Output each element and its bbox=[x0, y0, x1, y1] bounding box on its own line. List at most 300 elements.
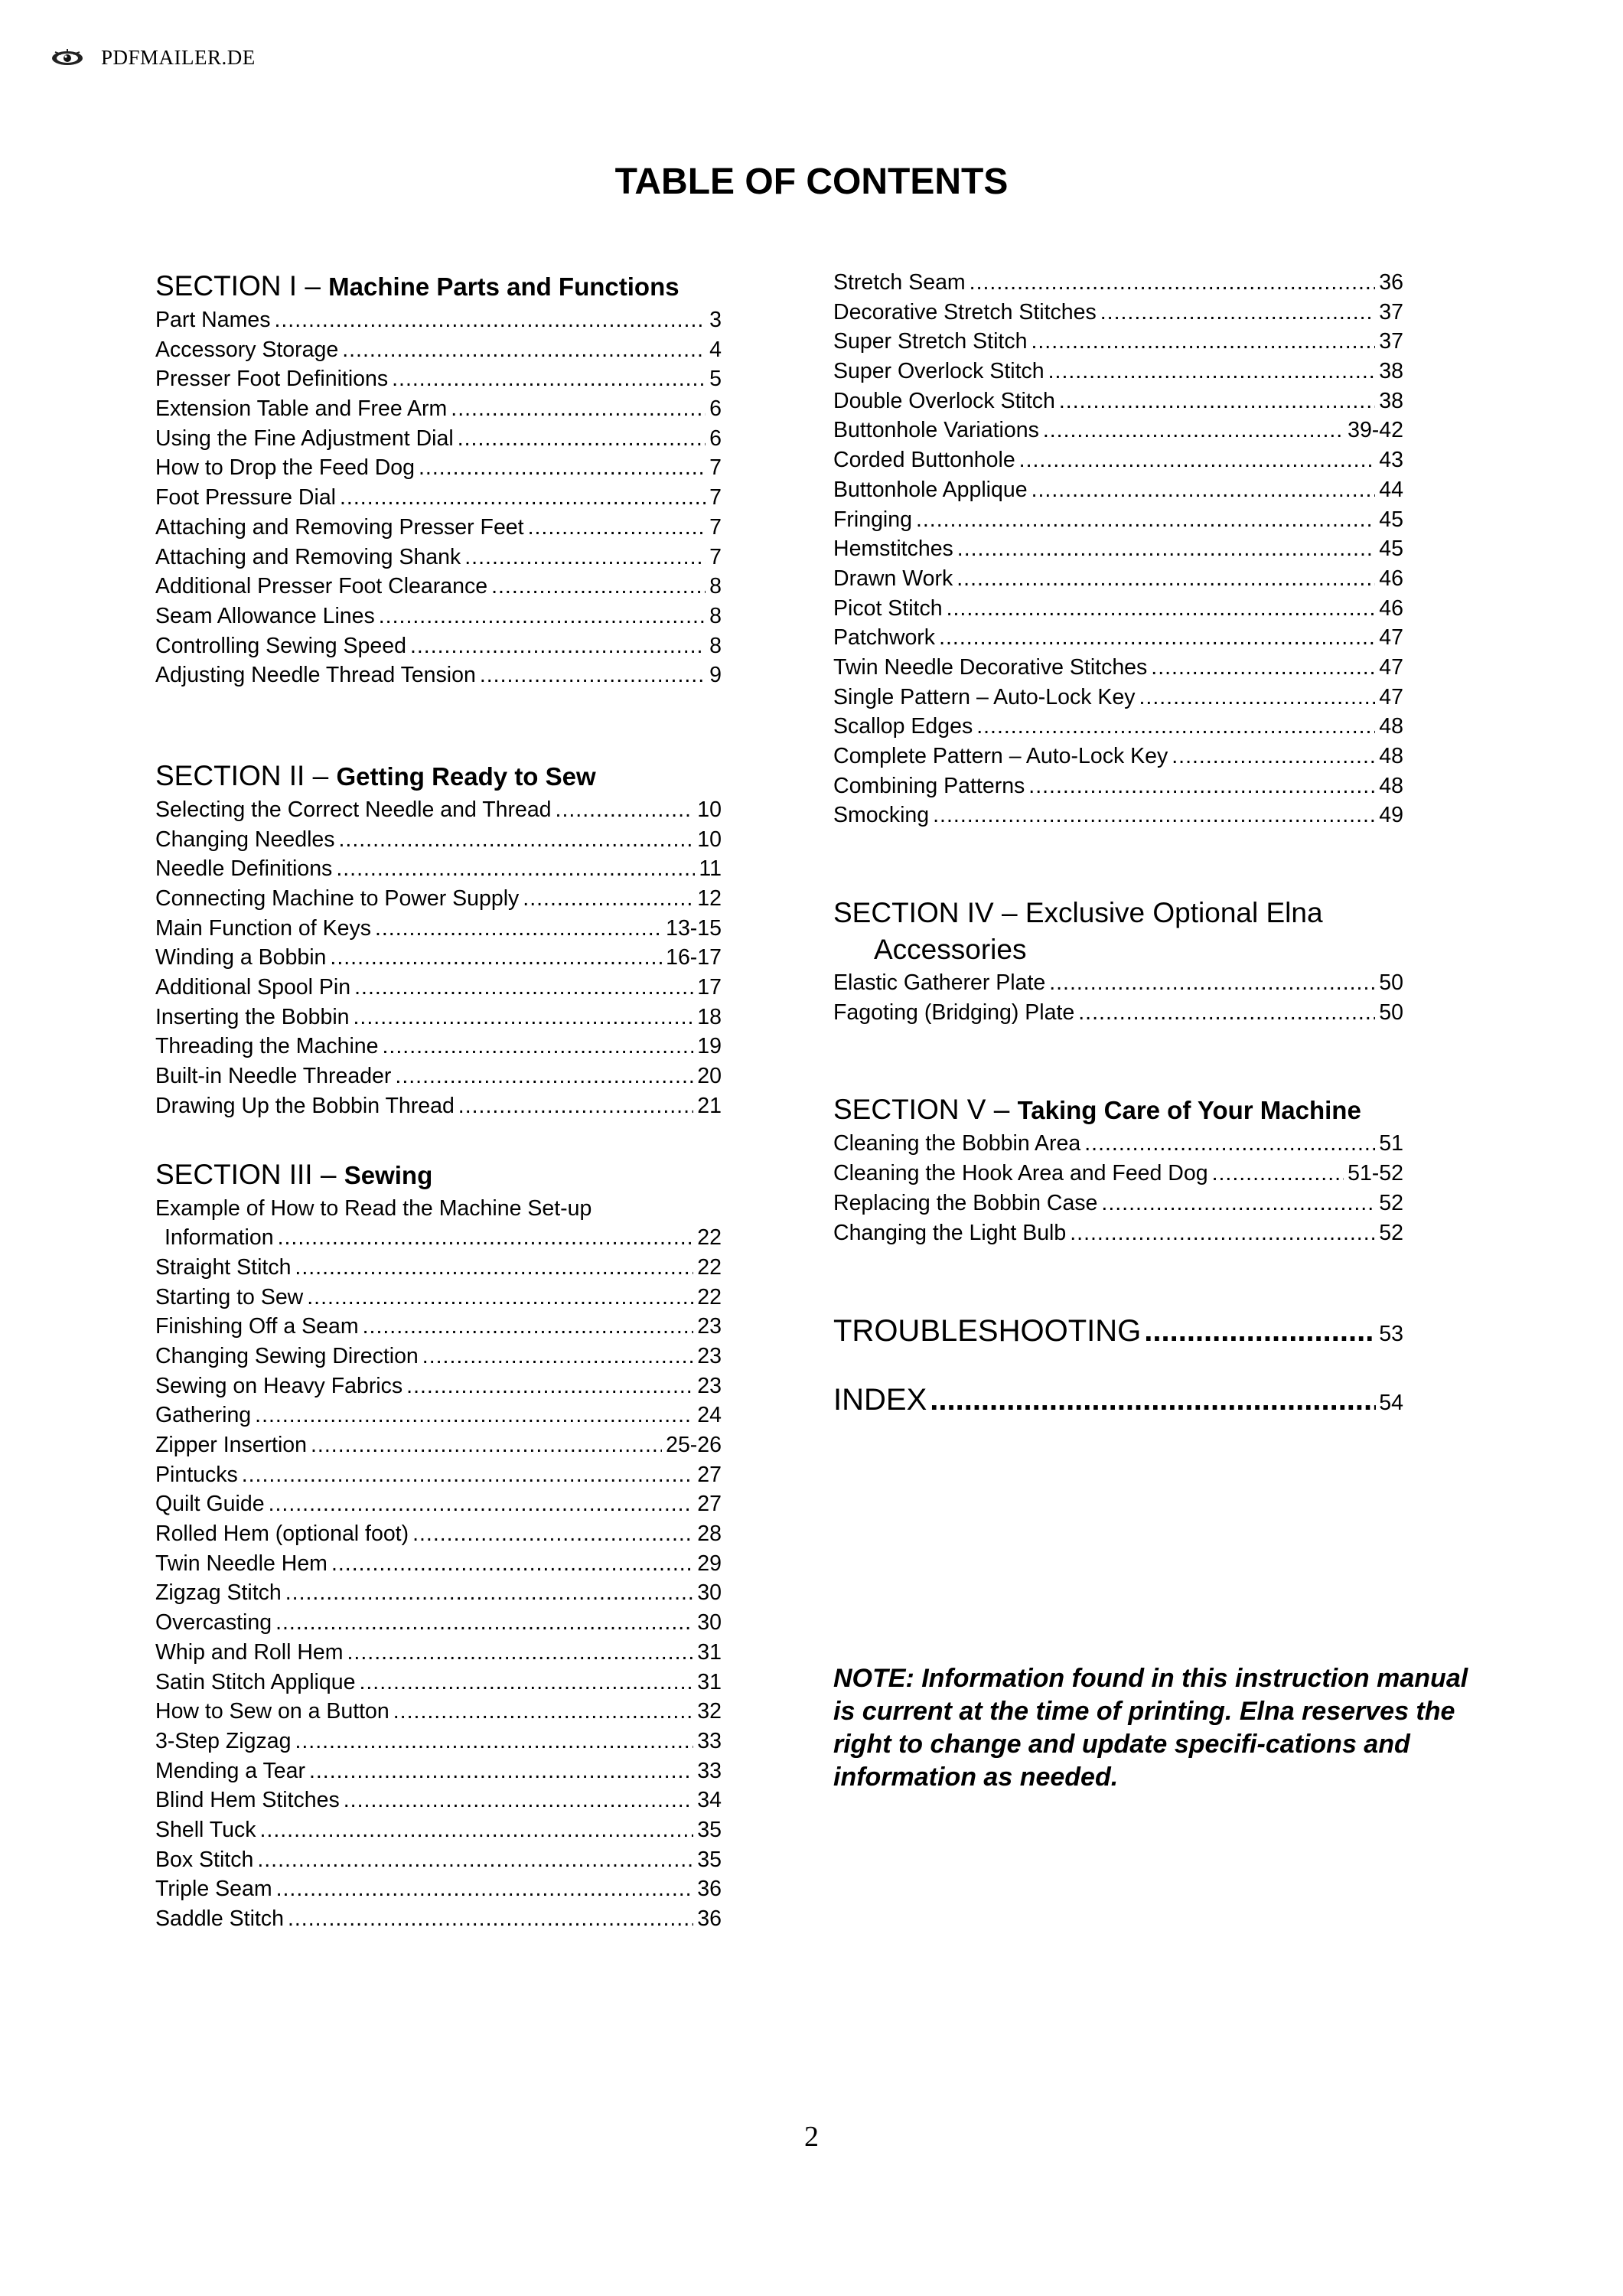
toc-entry[interactable] bbox=[155, 1489, 722, 1519]
toc-entry-page: 36 bbox=[1379, 270, 1403, 295]
toc-entry[interactable] bbox=[833, 268, 1403, 298]
toc-entry[interactable] bbox=[155, 1874, 722, 1904]
toc-entry[interactable] bbox=[155, 483, 722, 513]
toc-entry-page: 34 bbox=[697, 1788, 722, 1813]
section-3-continued-entries bbox=[833, 268, 1403, 830]
toc-entry[interactable] bbox=[833, 771, 1403, 801]
toc-leader-dots bbox=[375, 914, 662, 944]
toc-entry-page: 29 bbox=[697, 1551, 722, 1576]
toc-leader-dots bbox=[339, 825, 694, 855]
toc-entry-page: 36 bbox=[697, 1877, 722, 1902]
eye-logo-icon bbox=[51, 48, 84, 68]
toc-entry-page: 22 bbox=[697, 1254, 722, 1280]
toc-leader-dots bbox=[285, 1578, 694, 1608]
toc-entry-page: 8 bbox=[709, 633, 722, 658]
toc-entry[interactable] bbox=[833, 505, 1403, 535]
toc-entry-label: Winding a Bobbin bbox=[155, 945, 327, 970]
toc-entry-label: Single Pattern – Auto-Lock Key bbox=[833, 684, 1136, 709]
section-4-heading: SECTION IV – Exclusive Optional Elna bbox=[833, 897, 1323, 929]
toc-entry[interactable] bbox=[833, 1159, 1403, 1189]
toc-leader-dots bbox=[458, 1091, 694, 1121]
toc-entry[interactable] bbox=[155, 1062, 722, 1091]
toc-entry-page: 8 bbox=[709, 574, 722, 599]
toc-leader-dots bbox=[363, 1312, 694, 1342]
toc-entry[interactable] bbox=[155, 424, 722, 454]
toc-entry-page: 23 bbox=[697, 1373, 722, 1398]
toc-entry-page: 10 bbox=[697, 797, 722, 822]
toc-entry[interactable] bbox=[155, 394, 722, 424]
toc-entry-page: 50 bbox=[1379, 970, 1403, 996]
toc-entry-label: Stretch Seam bbox=[833, 270, 966, 295]
toc-entry-page: 37 bbox=[1379, 329, 1403, 354]
toc-entry-example-line1[interactable]: Example of How to Read the Machine Set-up bbox=[155, 1195, 592, 1221]
toc-entry-page: 25-26 bbox=[666, 1433, 722, 1457]
toc-entry-page: 20 bbox=[697, 1064, 722, 1089]
toc-entry[interactable] bbox=[155, 1519, 722, 1549]
toc-right-column bbox=[833, 268, 1403, 1424]
toc-entry-label: Satin Stitch Applique bbox=[155, 1669, 356, 1694]
toc-entry[interactable] bbox=[155, 1371, 722, 1401]
toc-entry-page: 27 bbox=[697, 1462, 722, 1487]
toc-entry[interactable] bbox=[833, 653, 1403, 683]
toc-leader-dots bbox=[406, 1371, 693, 1401]
toc-leader-dots bbox=[274, 305, 706, 335]
toc-entry-label: Super Overlock Stitch bbox=[833, 359, 1045, 384]
toc-entry-page: 16-17 bbox=[666, 945, 722, 970]
toc-leader-dots bbox=[410, 631, 706, 661]
toc-entry-page: 31 bbox=[697, 1669, 722, 1694]
toc-leader-dots bbox=[451, 394, 706, 424]
section-4 bbox=[833, 895, 1403, 1027]
toc-entry-page: 36 bbox=[697, 1906, 722, 1931]
toc-entry-label: Threading the Machine bbox=[155, 1034, 379, 1059]
section-3-entries bbox=[155, 1253, 722, 1934]
toc-entry-page: 11 bbox=[699, 856, 722, 882]
toc-entry[interactable] bbox=[155, 1430, 722, 1460]
toc-entry-label: Blind Hem Stitches bbox=[155, 1788, 340, 1813]
toc-entry-label: Attaching and Removing Presser Feet bbox=[155, 514, 524, 540]
toc-entry-page: 17 bbox=[697, 975, 722, 1000]
toc-entry[interactable] bbox=[155, 1342, 722, 1371]
toc-entry-label: Pintucks bbox=[155, 1462, 238, 1487]
toc-leader-dots bbox=[970, 268, 1376, 298]
toc-entry[interactable] bbox=[155, 305, 722, 335]
toc-leader-dots bbox=[336, 854, 695, 884]
toc-entry-page: 9 bbox=[709, 663, 722, 688]
toc-entry-label: Drawing Up the Bobbin Thread bbox=[155, 1093, 455, 1118]
toc-entry-label: Box Stitch bbox=[155, 1847, 254, 1872]
toc-entry[interactable] bbox=[155, 825, 722, 855]
toc-entry[interactable] bbox=[833, 357, 1403, 386]
toc-entry-label: Zigzag Stitch bbox=[155, 1580, 282, 1606]
toc-entry-label: Whip and Roll Hem bbox=[155, 1639, 344, 1665]
toc-leader-dots bbox=[309, 1756, 693, 1786]
toc-entry-label: Shell Tuck bbox=[155, 1817, 256, 1842]
toc-entry-label: Needle Definitions bbox=[155, 856, 333, 882]
section-2-entries bbox=[155, 795, 722, 1121]
toc-entry[interactable] bbox=[155, 335, 722, 365]
toc-leader-dots bbox=[556, 795, 694, 825]
toc-entry-page: 8 bbox=[709, 603, 722, 628]
toc-entry-label: Replacing the Bobbin Case bbox=[833, 1190, 1098, 1215]
toc-entry-label: Using the Fine Adjustment Dial bbox=[155, 426, 454, 451]
toc-entry-page: 51 bbox=[1379, 1131, 1403, 1156]
toc-leader-dots bbox=[939, 623, 1375, 653]
toc-entry-page: 47 bbox=[1379, 654, 1403, 680]
toc-leader-dots bbox=[458, 424, 706, 454]
toc-entry-label: Part Names bbox=[155, 308, 271, 332]
toc-entry[interactable] bbox=[833, 298, 1403, 328]
toc-entry-page: 31 bbox=[697, 1639, 722, 1665]
toc-entry-page: 52 bbox=[1379, 1190, 1403, 1215]
toc-entry-page: 6 bbox=[709, 396, 722, 422]
toc-entry-page: 48 bbox=[1379, 744, 1403, 768]
toc-entry-label: Buttonhole Applique bbox=[833, 477, 1028, 502]
toc-leader-dots bbox=[976, 712, 1375, 742]
toc-entry[interactable] bbox=[833, 445, 1403, 475]
toc-entry[interactable] bbox=[833, 386, 1403, 416]
toc-entry[interactable] bbox=[833, 564, 1403, 594]
toc-entry[interactable] bbox=[155, 1401, 722, 1430]
toc-entry-page: 44 bbox=[1379, 477, 1403, 502]
section-5 bbox=[833, 1091, 1403, 1247]
toc-entry-page: 52 bbox=[1379, 1220, 1403, 1245]
toc-leader-dots bbox=[393, 1697, 694, 1727]
toc-leader-dots bbox=[1101, 1189, 1375, 1218]
toc-leader-dots bbox=[412, 1519, 693, 1549]
section-5-heading: SECTION V – Taking Care of Your Machine bbox=[833, 1094, 1361, 1126]
toc-leader-dots bbox=[331, 1549, 693, 1579]
toc-entry-label: Overcasting bbox=[155, 1610, 272, 1636]
toc-entry-label: Hemstitches bbox=[833, 536, 953, 562]
toc-entry-label: Triple Seam bbox=[155, 1877, 272, 1902]
toc-entry-label: Decorative Stretch Stitches bbox=[833, 299, 1097, 325]
toc-entry-label: Changing the Light Bulb bbox=[833, 1220, 1067, 1245]
toc-entry[interactable] bbox=[833, 712, 1403, 742]
toc-entry-page: 4 bbox=[709, 337, 722, 362]
toc-leader-dots bbox=[354, 1003, 694, 1032]
toc-entry-page: 6 bbox=[709, 426, 722, 451]
section-1 bbox=[155, 268, 722, 690]
toc-leader-dots bbox=[344, 1786, 694, 1815]
toc-entry[interactable] bbox=[155, 364, 722, 394]
toc-entry-label: Changing Needles bbox=[155, 827, 335, 852]
toc-entry-page: 28 bbox=[697, 1521, 722, 1547]
toc-leader-dots bbox=[342, 335, 706, 365]
toc-leader-dots bbox=[419, 453, 706, 483]
toc-entry-label: Controlling Sewing Speed bbox=[155, 633, 406, 658]
toc-entry[interactable] bbox=[155, 1815, 722, 1845]
toc-leader-dots bbox=[1084, 1129, 1375, 1159]
toc-entry[interactable] bbox=[155, 1727, 722, 1756]
toc-entry-page: 3 bbox=[709, 308, 722, 332]
toc-entry[interactable] bbox=[155, 513, 722, 543]
toc-entry-page: 33 bbox=[697, 1758, 722, 1783]
toc-leader-dots bbox=[1048, 357, 1376, 386]
toc-entry[interactable] bbox=[155, 854, 722, 884]
toc-entry[interactable] bbox=[155, 884, 722, 914]
toc-entry[interactable] bbox=[155, 602, 722, 631]
toc-entry-page: 23 bbox=[697, 1314, 722, 1339]
toc-entry-label: Foot Pressure Dial bbox=[155, 485, 337, 510]
toc-leader-dots bbox=[491, 572, 706, 602]
toc-entry-label: Straight Stitch bbox=[155, 1254, 292, 1280]
section-1-heading: SECTION I – Machine Parts and Functions bbox=[155, 270, 680, 302]
toc-entry-page: 38 bbox=[1379, 388, 1403, 413]
toc-entry-page: 45 bbox=[1379, 536, 1403, 562]
toc-leader-dots bbox=[1172, 742, 1375, 771]
toc-entry[interactable] bbox=[155, 1668, 722, 1698]
toc-leader-dots bbox=[379, 602, 706, 631]
toc-leader-dots bbox=[528, 513, 706, 543]
toc-leader-dots bbox=[1019, 445, 1376, 475]
toc-entry[interactable] bbox=[155, 943, 722, 973]
toc-entry[interactable] bbox=[833, 1129, 1403, 1159]
toc-leader-dots bbox=[307, 1283, 693, 1313]
toc-entry-label: Additional Spool Pin bbox=[155, 975, 351, 1000]
toc-leader-dots bbox=[295, 1253, 693, 1283]
toc-entry-page: 7 bbox=[709, 485, 722, 510]
toc-entry[interactable] bbox=[155, 914, 722, 944]
toc-entry-label: Sewing on Heavy Fabrics bbox=[155, 1373, 403, 1398]
toc-entry-label: Connecting Machine to Power Supply bbox=[155, 886, 520, 911]
toc-entry-label: Corded Buttonhole bbox=[833, 448, 1015, 473]
toc-entry[interactable] bbox=[833, 801, 1403, 830]
toc-entry[interactable] bbox=[155, 1253, 722, 1283]
toc-entry[interactable] bbox=[833, 534, 1403, 564]
toc-entry-label: Selecting the Correct Needle and Thread bbox=[155, 797, 552, 822]
toc-leader-dots bbox=[288, 1904, 693, 1934]
section-3-heading: SECTION III – Sewing bbox=[155, 1158, 433, 1190]
toc-entry-page: 30 bbox=[697, 1610, 722, 1636]
toc-entry-label: Complete Pattern – Auto-Lock Key bbox=[833, 744, 1168, 768]
toc-entry[interactable] bbox=[833, 623, 1403, 653]
toc-entry-label: Smocking bbox=[833, 803, 930, 828]
toc-entry-label: Super Stretch Stitch bbox=[833, 329, 1028, 354]
toc-entry-page: 30 bbox=[697, 1580, 722, 1606]
toc-entry-troubleshooting[interactable]: TROUBLESHOOTING ..... 53 bbox=[833, 1307, 1403, 1355]
toc-leader-dots bbox=[464, 543, 706, 572]
toc-entry[interactable] bbox=[833, 1189, 1403, 1218]
toc-entry-label: Combining Patterns bbox=[833, 773, 1025, 798]
header-site-name: PDFMAILER.DE bbox=[101, 46, 256, 69]
toc-leader-dots bbox=[255, 1401, 693, 1430]
toc-entry[interactable] bbox=[155, 1283, 722, 1313]
toc-entry-page: 13-15 bbox=[666, 915, 722, 941]
toc-entry-page: 7 bbox=[709, 514, 722, 540]
toc-leader-dots bbox=[276, 1874, 694, 1904]
toc-entry-page: 7 bbox=[709, 544, 722, 569]
section-5-entries bbox=[833, 1129, 1403, 1247]
section-4-heading-line2: Accessories bbox=[874, 934, 1027, 966]
toc-leader-dots bbox=[295, 1727, 693, 1756]
toc-leader-dots bbox=[523, 884, 693, 914]
toc-entry[interactable] bbox=[155, 1786, 722, 1815]
toc-entry-page: 23 bbox=[697, 1343, 722, 1368]
toc-entry[interactable] bbox=[833, 416, 1403, 445]
toc-entry[interactable] bbox=[155, 1638, 722, 1668]
toc-entry-label: Rolled Hem (optional foot) bbox=[155, 1521, 409, 1547]
toc-entry[interactable] bbox=[155, 1032, 722, 1062]
toc-leader-dots bbox=[347, 1638, 694, 1668]
toc-entry-page: 50 bbox=[1379, 1000, 1403, 1025]
toc-leader-dots bbox=[395, 1062, 693, 1091]
toc-entry[interactable] bbox=[155, 1578, 722, 1608]
toc-entry-label: Quilt Guide bbox=[155, 1492, 265, 1517]
toc-entry[interactable] bbox=[833, 742, 1403, 771]
toc-entry-page: 7 bbox=[709, 455, 722, 481]
toc-entry-label: Patchwork bbox=[833, 625, 936, 651]
toc-entry-label: Accessory Storage bbox=[155, 337, 339, 362]
toc-entry-label: Cleaning the Hook Area and Feed Dog bbox=[833, 1161, 1208, 1186]
toc-leader-dots bbox=[340, 483, 706, 513]
toc-entry[interactable] bbox=[155, 1460, 722, 1490]
toc-entry-label: Extension Table and Free Arm bbox=[155, 396, 448, 422]
toc-entry-index[interactable]: INDEX ..... 54 bbox=[833, 1376, 1403, 1424]
toc-leader-dots bbox=[330, 943, 662, 973]
toc-entry-page: 38 bbox=[1379, 359, 1403, 384]
toc-entry-label: Twin Needle Decorative Stitches bbox=[833, 654, 1148, 680]
section-2 bbox=[155, 758, 722, 1121]
toc-entry-label: How to Drop the Feed Dog bbox=[155, 455, 416, 481]
toc-leader-dots bbox=[259, 1815, 693, 1845]
page-header bbox=[51, 46, 256, 70]
toc-entry[interactable] bbox=[155, 1549, 722, 1579]
toc-entry-label: Inserting the Bobbin bbox=[155, 1004, 350, 1029]
toc-leader-dots bbox=[242, 1460, 694, 1490]
toc-leader-dots bbox=[257, 1845, 693, 1875]
toc-entry-label: Additional Presser Foot Clearance bbox=[155, 574, 488, 599]
toc-entry[interactable] bbox=[833, 1218, 1403, 1248]
toc-leader-dots bbox=[916, 505, 1375, 535]
toc-entry-page: 46 bbox=[1379, 595, 1403, 621]
toc-entry-page: 10 bbox=[697, 827, 722, 852]
toc-leader-dots bbox=[1078, 998, 1375, 1028]
toc-entry-page: 22 bbox=[697, 1284, 722, 1309]
toc-entry-label: Double Overlock Stitch bbox=[833, 388, 1055, 413]
toc-entry[interactable] bbox=[155, 1091, 722, 1121]
toc-entry-label: Fringing bbox=[833, 507, 912, 532]
toc-entry-label: Twin Needle Hem bbox=[155, 1551, 328, 1576]
toc-entry-page: 46 bbox=[1379, 566, 1403, 591]
toc-entry-label: Saddle Stitch bbox=[155, 1906, 284, 1931]
toc-leader-dots bbox=[957, 534, 1376, 564]
toc-leader-dots bbox=[1031, 327, 1375, 357]
toc-leader-dots bbox=[1100, 298, 1376, 328]
toc-entry[interactable] bbox=[155, 973, 722, 1003]
toc-entry-label: Finishing Off a Seam bbox=[155, 1314, 359, 1339]
toc-leader-dots bbox=[359, 1668, 693, 1698]
toc-entry[interactable] bbox=[155, 660, 722, 690]
section-2-heading: SECTION II – Getting Ready to Sew bbox=[155, 759, 596, 791]
toc-entry[interactable] bbox=[833, 968, 1403, 998]
toc-entry-label: Main Function of Keys bbox=[155, 915, 371, 941]
toc-entry[interactable] bbox=[155, 795, 722, 825]
toc-entry-label: Starting to Sew bbox=[155, 1284, 304, 1309]
toc-entry-page: 24 bbox=[697, 1403, 722, 1428]
toc-entry-page: 27 bbox=[697, 1492, 722, 1517]
toc-leader-dots bbox=[392, 364, 706, 394]
toc-entry[interactable] bbox=[155, 1312, 722, 1342]
toc-leader-dots bbox=[1212, 1159, 1344, 1189]
toc-entry[interactable] bbox=[155, 543, 722, 572]
toc-entry[interactable] bbox=[833, 683, 1403, 713]
toc-entry-label: Mending a Tear bbox=[155, 1758, 305, 1783]
toc-entry[interactable] bbox=[833, 594, 1403, 624]
toc-entry[interactable] bbox=[833, 327, 1403, 357]
toc-entry-label: Picot Stitch bbox=[833, 595, 943, 621]
toc-entry-example[interactable]: Information ..... 22 bbox=[155, 1223, 722, 1253]
toc-leader-dots bbox=[480, 660, 706, 690]
toc-entry[interactable] bbox=[155, 1845, 722, 1875]
page-title: TABLE OF CONTENTS bbox=[614, 161, 1009, 202]
toc-entry-page: 12 bbox=[697, 886, 722, 911]
toc-entry-page: 47 bbox=[1379, 625, 1403, 651]
section-4-entries bbox=[833, 968, 1403, 1027]
toc-entry-label: 3-Step Zigzag bbox=[155, 1728, 292, 1753]
toc-entry-page: 37 bbox=[1379, 299, 1403, 325]
toc-entry[interactable] bbox=[155, 572, 722, 602]
toc-leader-dots bbox=[1043, 416, 1344, 445]
toc-entry[interactable] bbox=[155, 1756, 722, 1786]
toc-entry[interactable] bbox=[155, 1003, 722, 1032]
toc-entry-label: Buttonhole Variations bbox=[833, 418, 1039, 443]
toc-entry[interactable] bbox=[833, 998, 1403, 1028]
toc-entry-label: Zipper Insertion bbox=[155, 1433, 308, 1457]
toc-entry[interactable] bbox=[155, 631, 722, 661]
toc-entry-page: 51-52 bbox=[1348, 1161, 1403, 1186]
toc-entry-page: 35 bbox=[697, 1847, 722, 1872]
toc-entry[interactable] bbox=[155, 1608, 722, 1638]
toc-entry-page: 49 bbox=[1379, 803, 1403, 828]
toc-leader-dots bbox=[1151, 653, 1375, 683]
toc-entry-label: Attaching and Removing Shank bbox=[155, 544, 461, 569]
toc-entry-page: 19 bbox=[697, 1034, 722, 1059]
toc-entry-page: 35 bbox=[697, 1817, 722, 1842]
toc-entry-label: Presser Foot Definitions bbox=[155, 367, 389, 392]
toc-left-column bbox=[155, 268, 722, 1934]
toc-entry-label: Drawn Work bbox=[833, 566, 953, 591]
section-3 bbox=[155, 1156, 722, 1934]
toc-entry-label: Changing Sewing Direction bbox=[155, 1343, 419, 1368]
toc-leader-dots bbox=[933, 801, 1375, 830]
toc-entry-label: How to Sew on a Button bbox=[155, 1699, 389, 1724]
section-1-entries bbox=[155, 305, 722, 690]
toc-entry[interactable] bbox=[155, 453, 722, 483]
toc-leader-dots bbox=[1028, 771, 1375, 801]
toc-leader-dots bbox=[947, 594, 1376, 624]
page-number: 2 bbox=[804, 2121, 819, 2153]
toc-entry-label: Elastic Gatherer Plate bbox=[833, 970, 1046, 996]
toc-entry-label: Seam Allowance Lines bbox=[155, 603, 375, 628]
toc-entry-label: Scallop Edges bbox=[833, 714, 973, 739]
toc-entry-page: 32 bbox=[697, 1699, 722, 1724]
toc-entry-page: 18 bbox=[697, 1004, 722, 1029]
toc-leader-dots bbox=[383, 1032, 694, 1062]
toc-entry[interactable] bbox=[155, 1904, 722, 1934]
toc-leader-dots bbox=[1049, 968, 1375, 998]
toc-leader-dots bbox=[275, 1608, 693, 1638]
toc-leader-dots bbox=[1139, 683, 1376, 713]
toc-entry[interactable] bbox=[833, 475, 1403, 505]
toc-entry-label: Built-in Needle Threader bbox=[155, 1064, 392, 1089]
toc-leader-dots bbox=[1059, 386, 1375, 416]
toc-entry-label: Fagoting (Bridging) Plate bbox=[833, 1000, 1075, 1025]
toc-entry-label: Adjusting Needle Thread Tension bbox=[155, 663, 476, 688]
toc-entry[interactable] bbox=[155, 1697, 722, 1727]
toc-entry-page: 33 bbox=[697, 1728, 722, 1753]
toc-entry-page: 45 bbox=[1379, 507, 1403, 532]
